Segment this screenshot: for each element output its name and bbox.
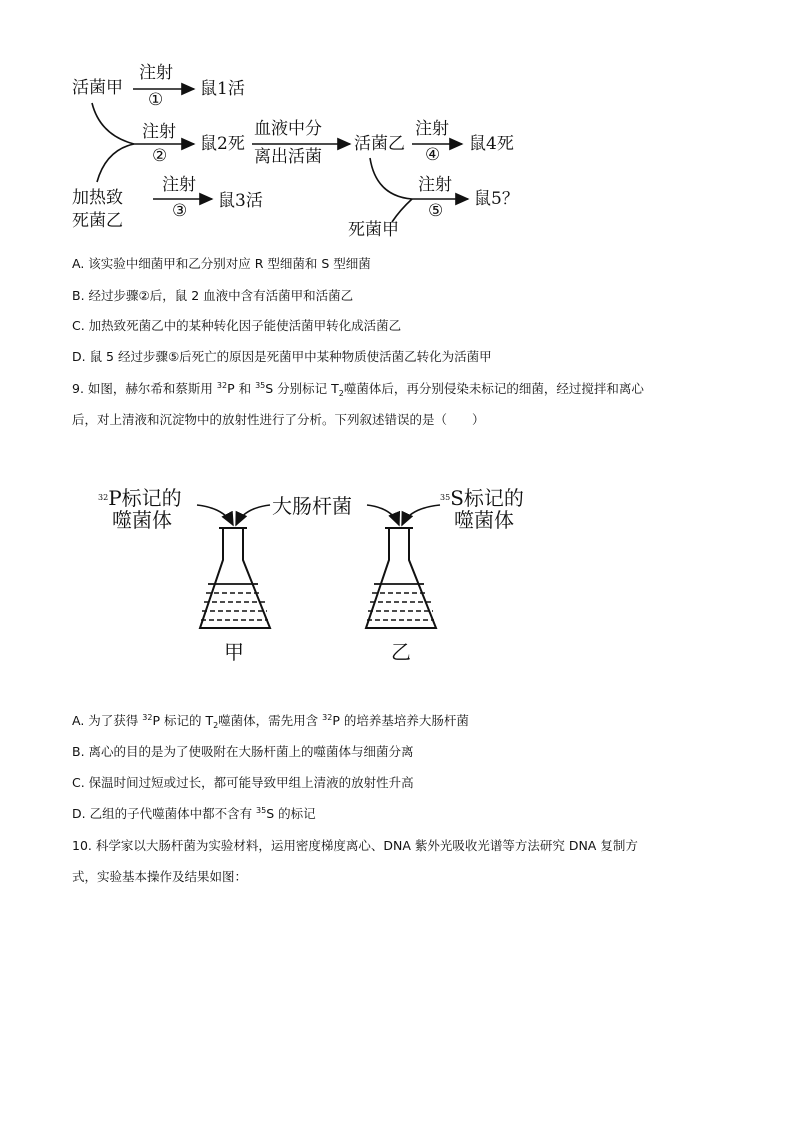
label-live-bacteria-a: 活菌甲	[72, 78, 123, 98]
q9-stem-line2: 后，对上清液和沉淀物中的放射性进行了分析。下列叙述错误的是（ ）	[72, 412, 485, 427]
curve-from-dead-b	[97, 144, 134, 182]
label-mouse2: 鼠2死	[200, 134, 245, 154]
label-step5: ⑤	[428, 201, 444, 221]
q9-option-d: D. 乙组的子代噬菌体中都不含有 $^{35}$S 的标记	[72, 806, 316, 821]
label-mouse5: 鼠5？	[474, 189, 519, 209]
label-s35-phage: $^{35}$S标记的 噬菌体	[440, 486, 524, 532]
flask-jia	[200, 528, 270, 628]
q8-option-a: A. 该实验中细菌甲和乙分别对应 R 型细菌和 S 型细菌	[72, 256, 371, 271]
q8-option-d: D. 鼠 5 经过步骤⑤后死亡的原因是死菌甲中某种物质使活菌乙转化为活菌甲	[72, 349, 492, 364]
label-mouse4: 鼠4死	[469, 134, 514, 154]
label-blood-line2: 离出活菌	[254, 147, 322, 167]
label-dead-bacteria-a: 死菌甲	[348, 220, 399, 240]
arrow-ecoli-left	[236, 505, 270, 525]
label-inject-5: 注射	[418, 175, 452, 195]
label-live-bacteria-b: 活菌乙	[354, 134, 405, 154]
label-heat-line1: 加热致	[72, 188, 123, 208]
label-step2: ②	[152, 146, 168, 166]
label-blood-line1: 血液中分	[254, 119, 322, 139]
arrow-right-phage	[402, 505, 440, 525]
arrow-ecoli-right	[367, 505, 399, 525]
q9-stem-line1: 9. 如图，赫尔希和蔡斯用 $^{32}$P 和 $^{35}$S 分别标记 $T_2$噬菌体后，再分别侵染未标记的细菌，经过搅拌和离心	[72, 381, 644, 398]
flask-yi	[366, 528, 436, 628]
label-inject-4: 注射	[415, 119, 449, 139]
q10-stem-line1: 10. 科学家以大肠杆菌为实验材料，运用密度梯度离心、DNA 紫外光吸收光谱等方法研究 DNA 复制方	[72, 838, 638, 853]
q8-option-b: B. 经过步骤②后，鼠 2 血液中含有活菌甲和活菌乙	[72, 288, 354, 303]
q9-option-c: C. 保温时间过短或过长，都可能导致甲组上清液的放射性升高	[72, 775, 414, 790]
label-inject-1: 注射	[139, 63, 173, 83]
label-inject-2: 注射	[142, 122, 176, 142]
q10-stem-line2: 式，实验基本操作及结果如图：	[72, 869, 248, 884]
label-p32-phage: $^{32}$P标记的 噬菌体	[98, 486, 182, 532]
label-mouse3: 鼠3活	[218, 191, 263, 211]
label-heat-line2: 死菌乙	[72, 211, 123, 231]
label-step1: ①	[148, 90, 164, 110]
arrow-left-phage	[197, 505, 233, 525]
q9-option-b: B. 离心的目的是为了使吸附在大肠杆菌上的噬菌体与细菌分离	[72, 744, 414, 759]
label-flask-yi: 乙	[391, 640, 411, 664]
label-ecoli: 大肠杆菌	[272, 494, 352, 518]
q8-option-c: C. 加热致死菌乙中的某种转化因子能使活菌甲转化成活菌乙	[72, 318, 402, 333]
label-step3: ③	[172, 201, 188, 221]
curve-from-dead-a	[392, 199, 412, 222]
label-mouse1: 鼠1活	[200, 79, 245, 99]
label-inject-3: 注射	[162, 175, 196, 195]
curve-from-live-a	[92, 103, 134, 144]
label-flask-jia: 甲	[224, 640, 244, 664]
q9-option-a: A. 为了获得 $^{32}$P 标记的 $T_2$噬菌体，需先用含 $^{32}$P 的培养基培养大肠杆菌	[72, 713, 469, 730]
label-step4: ④	[425, 145, 441, 165]
